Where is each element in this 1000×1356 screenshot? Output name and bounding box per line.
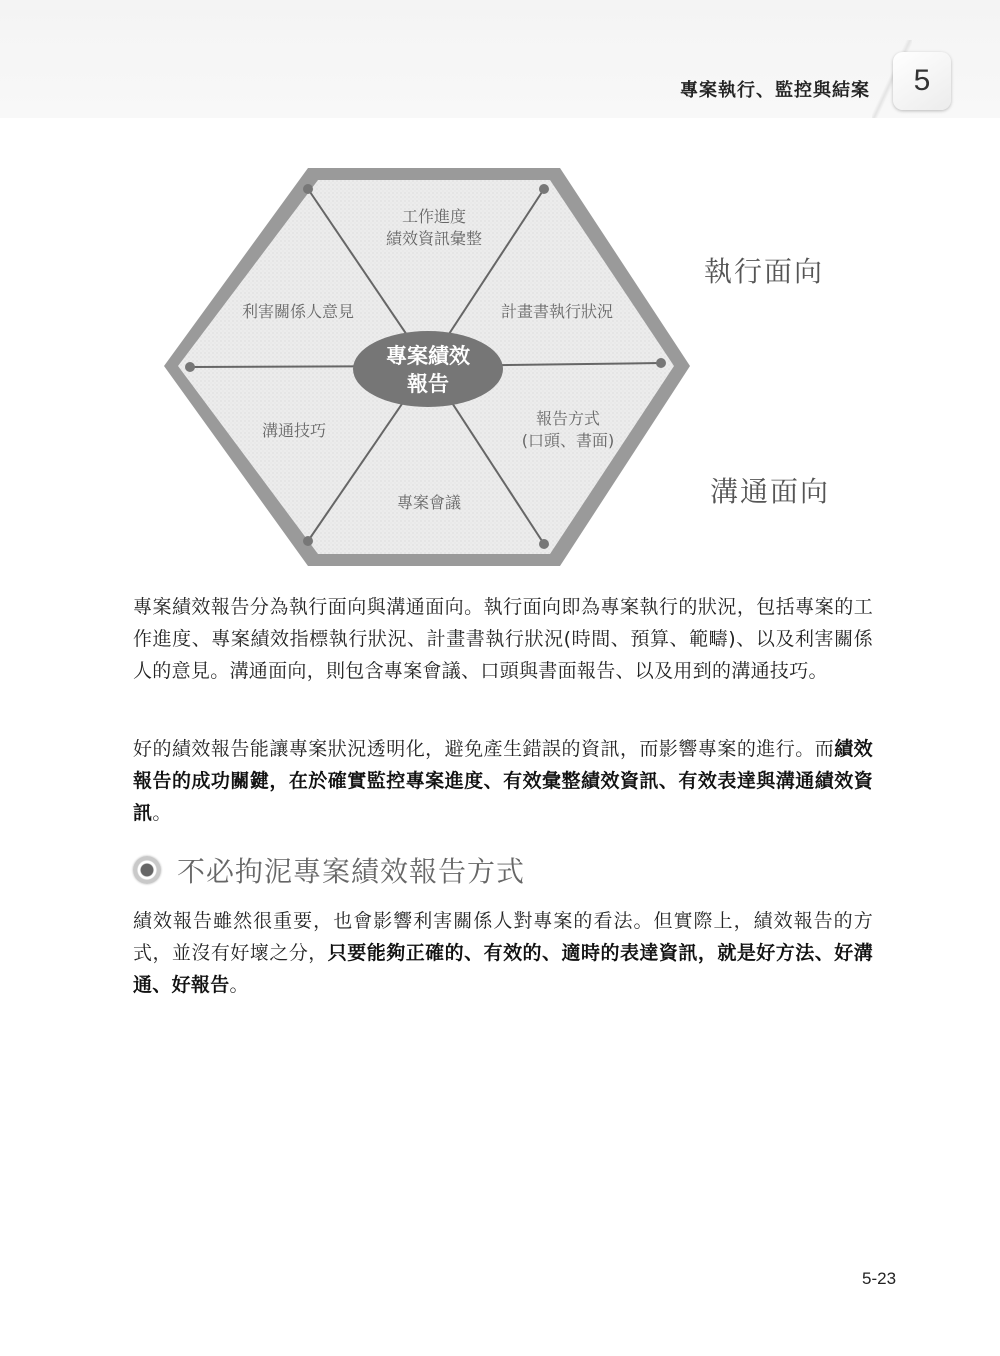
segment-label-lower-left: 溝通技巧 bbox=[261, 421, 327, 440]
chapter-number-box bbox=[893, 52, 951, 110]
spoke-dot bbox=[303, 536, 313, 546]
paragraph-1: 專案績效報告分為執行面向與溝通面向。執行面向即為專案執行的狀況，包括專案的工作進度、專案績效指標執行狀況、計畫書執行狀況(時間、預算、範疇)、以及利害關係人的意見。溝通面向，則包含專案會議、口頭與書面報告、以及用到的溝通技巧。 bbox=[133, 596, 873, 682]
segment-label-lower-right-2: (口頭、書面) bbox=[521, 431, 615, 450]
execution-aspect-label: 執行面向 bbox=[704, 255, 825, 288]
chapter-number: 5 bbox=[913, 64, 931, 97]
segment-label-upper-right: 計畫書執行狀況 bbox=[500, 302, 614, 321]
section-heading bbox=[133, 850, 525, 890]
spoke-dot bbox=[539, 539, 549, 549]
segment-label-lower-right-1: 報告方式 bbox=[535, 409, 601, 428]
center-label-line1: 專案績效 bbox=[386, 344, 470, 368]
paragraph-2 bbox=[133, 733, 873, 829]
spoke-dot bbox=[303, 184, 313, 194]
bullet-circle-icon bbox=[133, 856, 161, 884]
paragraph-2-end: 。 bbox=[152, 802, 172, 824]
spoke-dot bbox=[539, 184, 549, 194]
communication-aspect-label: 溝通面向 bbox=[710, 475, 831, 508]
segment-label-top-2: 績效資訊彙整 bbox=[385, 229, 483, 248]
spoke-dot bbox=[185, 362, 195, 372]
center-label-line2: 報告 bbox=[407, 372, 449, 396]
paragraph-3-emphasis: 只要能夠正確的、有效的、適時的表達資訊，就是好方法、好溝通、好報告 bbox=[133, 942, 873, 996]
paragraph-2-text: 好的績效報告能讓專案狀況透明化，避免產生錯誤的資訊，而影響專案的進行。而 bbox=[133, 738, 835, 760]
performance-report-diagram bbox=[160, 164, 696, 570]
chapter-title: 專案執行、監控與結案 bbox=[680, 80, 870, 101]
paragraph-3-end: 。 bbox=[229, 974, 249, 996]
spoke-dot bbox=[656, 358, 666, 368]
paragraph-2-emphasis: 績效報告的成功關鍵，在於確實監控專案進度、有效彙整績效資訊、有效表達與溝通績效資訊 bbox=[133, 738, 873, 824]
segment-label-bottom: 專案會議 bbox=[396, 493, 462, 512]
segment-label-upper-left: 利害關係人意見 bbox=[241, 302, 355, 321]
section-heading-text: 不必拘泥專案績效報告方式 bbox=[177, 855, 526, 888]
segment-label-top-1: 工作進度 bbox=[401, 207, 467, 226]
paragraph-3-text: 績效報告雖然很重要，也會影響利害關係人對專案的看法。但實際上，績效報告的方式，並沒有好壞之分， bbox=[133, 910, 873, 964]
page-number: 5-23 bbox=[862, 1269, 897, 1288]
paragraph-3 bbox=[133, 905, 873, 1001]
